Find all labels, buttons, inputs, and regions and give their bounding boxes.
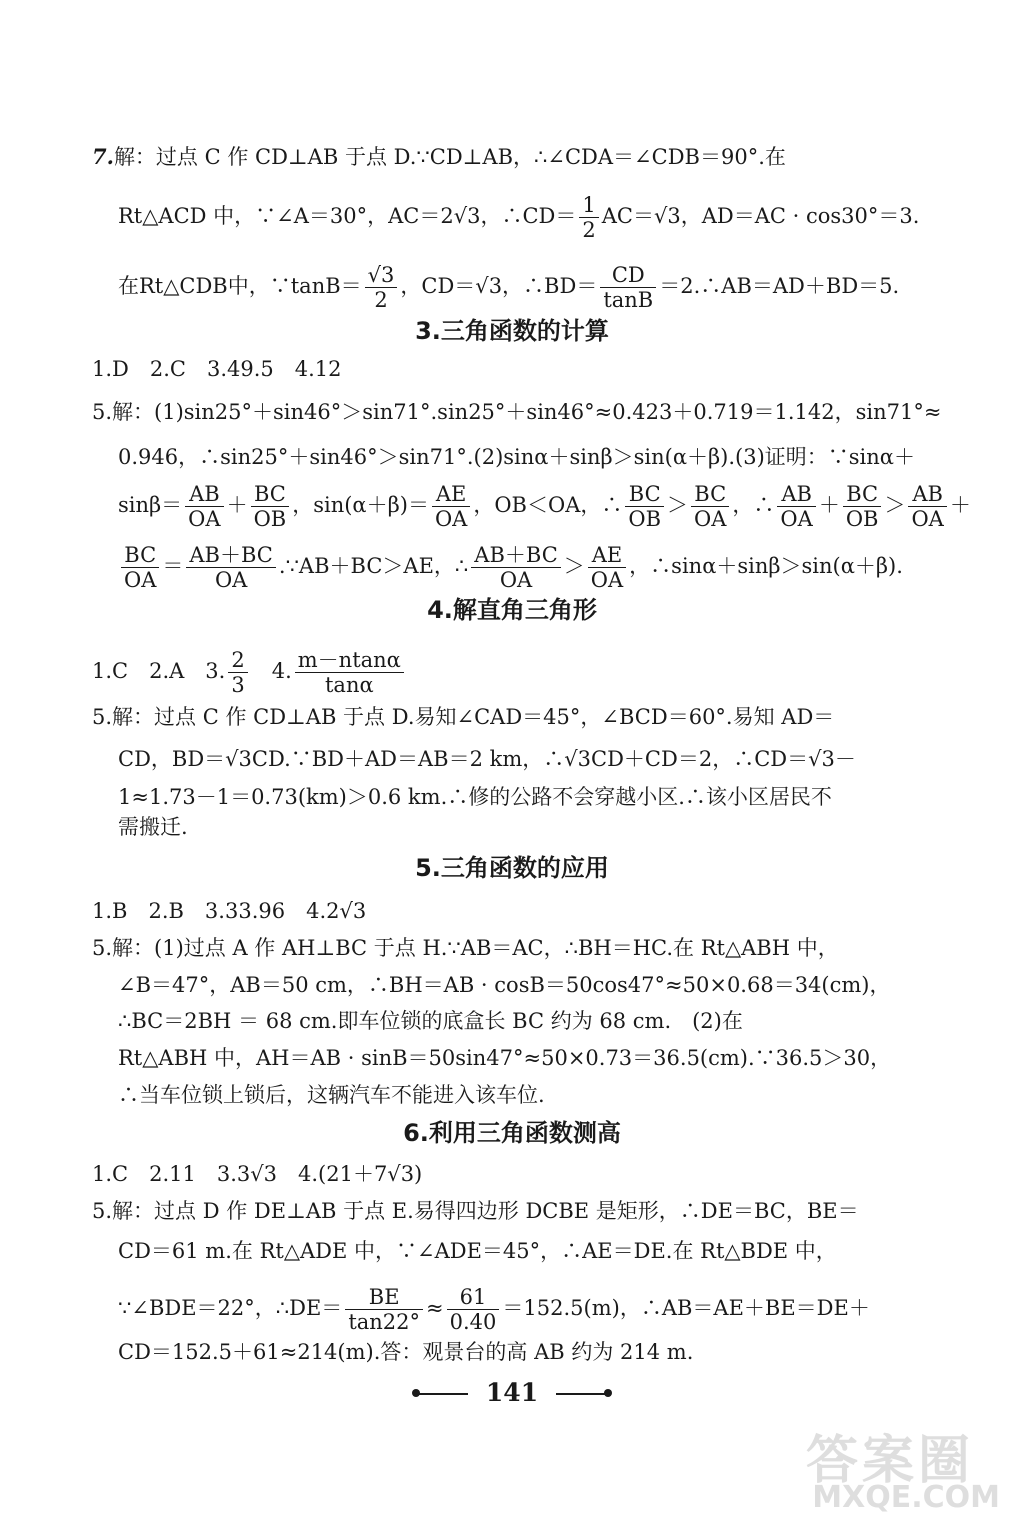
s3-line4-end: ，∴sinα＋sinβ＞sin(α＋β).	[629, 554, 903, 578]
s3-frac-sum-2	[471, 543, 561, 592]
s3-plus-3: ＋	[949, 493, 971, 517]
s5-line-5: ∴当车位锁上锁后，这辆汽车不能进入该车位.	[118, 1083, 545, 1107]
s3-frac-ab-den-3: OA	[911, 507, 944, 531]
s4-choices	[92, 648, 407, 697]
s6-line-1: 5.解：过点 D 作 DE⊥AB 于点 E.易得四边形 DCBE 是矩形，∴DE＝BC，BE＝	[92, 1199, 859, 1223]
s3-frac-ab-den: OA	[188, 507, 221, 531]
s4-frac-3	[228, 648, 247, 697]
s6-frac1-num: BE	[345, 1285, 423, 1310]
watermark-brand: 答案圈	[805, 1431, 974, 1491]
s3-line4-mid: .∵AB＋BC＞AE，∴	[278, 554, 469, 578]
s3-eq: ＝	[162, 554, 184, 578]
page-footer	[412, 1378, 612, 1408]
s3-frac-ae-oa	[432, 482, 470, 531]
q7-text-3a: 在Rt△CDB中，∵tanB＝	[118, 274, 362, 298]
s3-frac-bc-ob	[251, 482, 290, 531]
s6-line3-a: ∵∠BDE＝22°，∴DE＝	[118, 1296, 343, 1320]
q7-frac-den: 2	[582, 218, 596, 242]
s6-frac1-den: tan22°	[348, 1310, 421, 1334]
s5-line-2: ∠B＝47°，AB＝50 cm，∴BH＝AB · cosB＝50cos47°≈50×0.68＝34(cm)，	[118, 973, 891, 997]
s3-frac-bc-den-2: OB	[628, 507, 662, 531]
s3-frac-ae-oa-2	[588, 543, 626, 592]
s3-gt-2: ＞	[884, 493, 906, 517]
q7-line-1	[92, 143, 786, 171]
s3-frac-ab-oa	[185, 482, 223, 531]
s3-frac-ae-den: OA	[434, 507, 468, 531]
s6-line-3	[118, 1285, 870, 1334]
q7-text-1: 解：过点 C 作 CD⊥AB 于点 D.∵CD⊥AB，∴∠CDA＝∠CDB＝90°.在	[113, 145, 786, 169]
s4-frac4-den: tanα	[324, 673, 374, 697]
s4-frac3-den: 3	[231, 673, 245, 697]
s3-choices: 1.D 2.C 3.49.5 4.12	[92, 357, 342, 381]
section-title-6: 6.利用三角函数测高	[403, 1119, 621, 1147]
s3-line-2: 0.946，∴sin25°＋sin46°＞sin71°.(2)sinα＋sinβ＞sin(α＋β).(3)证明：∵sinα＋	[118, 445, 915, 469]
s4-line-2: CD，BD＝√3CD.∵BD＋AD＝AB＝2 km，∴√3CD＋CD＝2，∴CD＝√3－	[118, 747, 856, 771]
s6-line3-b: ＝152.5(m)，∴AB＝AE＋BE＝DE＋	[502, 1296, 870, 1320]
s3-line3-mid: ，sin(α＋β)＝	[292, 493, 429, 517]
q7-text-3c: ＝2.∴AB＝AD＋BD＝5.	[659, 274, 900, 298]
q7-frac1-den: 2	[374, 288, 388, 312]
s5-line-4: Rt△ABH 中，AH＝AB · sinB＝50sin47°≈50×0.73＝36.5(cm).∵36.5＞30，	[118, 1046, 892, 1070]
section-title-4: 4.解直角三角形	[427, 596, 597, 624]
q7-frac2-num: CD	[600, 263, 656, 288]
s5-choices: 1.B 2.B 3.33.96 4.2√3	[92, 899, 367, 923]
s6-frac2-num: 61	[447, 1285, 500, 1310]
s3-frac-ab-oa-3	[908, 482, 946, 531]
s6-frac2-den: 0.40	[449, 1310, 497, 1334]
s3-plus-1: ＋	[226, 493, 248, 517]
section-title-3: 3.三角函数的计算	[415, 317, 609, 345]
s3-line3-pre: sinβ＝	[118, 493, 183, 517]
s4-frac-4	[295, 648, 404, 697]
s5-line-1: 5.解：(1)过点 A 作 AH⊥BC 于点 H.∵AB＝AC，∴BH＝HC.在 Rt△ABH 中，	[92, 936, 839, 960]
q7-fraction-half	[579, 193, 598, 242]
s6-frac-be-tan	[345, 1285, 423, 1334]
s3-frac-ae-num-2: AE	[588, 543, 626, 568]
s3-frac-ae-num: AE	[432, 482, 470, 507]
s4-frac4-num: m－ntanα	[295, 648, 404, 673]
q7-line-3	[118, 263, 899, 312]
s3-frac-bc-ob-2	[625, 482, 664, 531]
s3-line-1: 5.解：(1)sin25°＋sin46°＞sin71°.sin25°＋sin46°≈0.423＋0.719＝1.142，sin71°≈	[92, 400, 942, 424]
section-title-5: 5.三角函数的应用	[415, 854, 609, 882]
s3-frac-bc-num-5: BC	[121, 543, 159, 568]
s3-line3-mid2: ，OB＜OA，∴	[473, 493, 623, 517]
s3-frac-bc-ob-3	[843, 482, 882, 531]
s5-line-3: ∴BC＝2BH ＝ 68 cm.即车位锁的底盒长 BC 约为 68 cm. (2)在	[118, 1009, 743, 1033]
s4-line-4: 需搬迁.	[118, 815, 188, 839]
s4-choices-b: 4.	[250, 659, 292, 683]
q7-line-2	[118, 193, 919, 242]
s3-frac-oa-den-2: OA	[124, 568, 157, 592]
s3-frac-sum-num: AB＋BC	[186, 543, 276, 568]
s3-frac-bc-oa	[691, 482, 729, 531]
s3-frac-sum-num-2: AB＋BC	[471, 543, 561, 568]
s3-line-3	[118, 482, 971, 531]
s4-line-3: 1≈1.73－1＝0.73(km)＞0.6 km.∴修的公路不会穿越小区.∴该小区居民不	[118, 785, 832, 809]
s3-frac-sum-den-2: OA	[499, 568, 533, 592]
s3-frac-bc-den: OB	[253, 507, 287, 531]
s4-line-1: 5.解：过点 C 作 CD⊥AB 于点 D.易知∠CAD＝45°，∠BCD＝60°.易知 AD＝	[92, 705, 835, 729]
s3-frac-ab-oa-2	[777, 482, 815, 531]
s3-frac-bc-num-4: BC	[843, 482, 882, 507]
s3-gt-3: ＞	[563, 554, 585, 578]
s4-choices-a: 1.C 2.A 3.	[92, 659, 226, 683]
s3-frac-bc-den-4: OB	[845, 507, 879, 531]
s3-frac-oa-den: OA	[694, 507, 727, 531]
s3-plus-2: ＋	[818, 493, 840, 517]
s6-frac-61	[447, 1285, 500, 1334]
s6-line-2: CD＝61 m.在 Rt△ADE 中，∵∠ADE＝45°，∴AE＝DE.在 Rt△BDE 中，	[118, 1239, 837, 1263]
watermark-site: MXQE.COM	[812, 1480, 1000, 1515]
q7-number: 7.	[92, 144, 114, 169]
s3-frac-ab-num: AB	[185, 482, 223, 507]
s6-approx: ≈	[426, 1296, 444, 1320]
q7-frac2-den: tanB	[603, 288, 654, 312]
q7-text-3b: ，CD＝√3，∴BD＝	[400, 274, 598, 298]
s6-choices: 1.C 2.11 3.3√3 4.(21＋7√3)	[92, 1162, 423, 1186]
s3-frac-ab-num-2: AB	[777, 482, 815, 507]
s3-gt-1: ＞	[667, 493, 689, 517]
s3-frac-bc-num-3: BC	[691, 482, 729, 507]
s4-frac3-num: 2	[228, 648, 247, 673]
s3-line-4	[118, 543, 903, 592]
q7-fraction-bd	[600, 263, 656, 312]
s3-frac-bc-num-2: BC	[625, 482, 664, 507]
s3-frac-sum-den: OA	[214, 568, 248, 592]
s3-frac-ae-den-2: OA	[590, 568, 624, 592]
q7-text-2a: Rt△ACD 中，∵∠A＝30°，AC＝2√3，∴CD＝	[118, 204, 577, 228]
q7-frac1-num: √3	[365, 263, 398, 288]
s6-line-4: CD＝152.5＋61≈214(m).答：观景台的高 AB 约为 214 m.	[118, 1340, 694, 1364]
s3-frac-bc-oa-2	[121, 543, 159, 592]
s3-frac-ab-num-3: AB	[908, 482, 946, 507]
page-number: 141	[485, 1378, 539, 1407]
q7-frac-num: 1	[579, 193, 598, 218]
s3-frac-bc-num: BC	[251, 482, 290, 507]
s3-line3-mid3: ，∴	[732, 493, 775, 517]
watermark	[754, 1368, 1004, 1518]
q7-text-2b: AC＝√3，AD＝AC · cos30°＝3.	[601, 204, 920, 228]
s3-frac-ab-den-2: OA	[780, 507, 813, 531]
q7-fraction-tanb	[365, 263, 398, 312]
s3-frac-sum	[186, 543, 276, 592]
